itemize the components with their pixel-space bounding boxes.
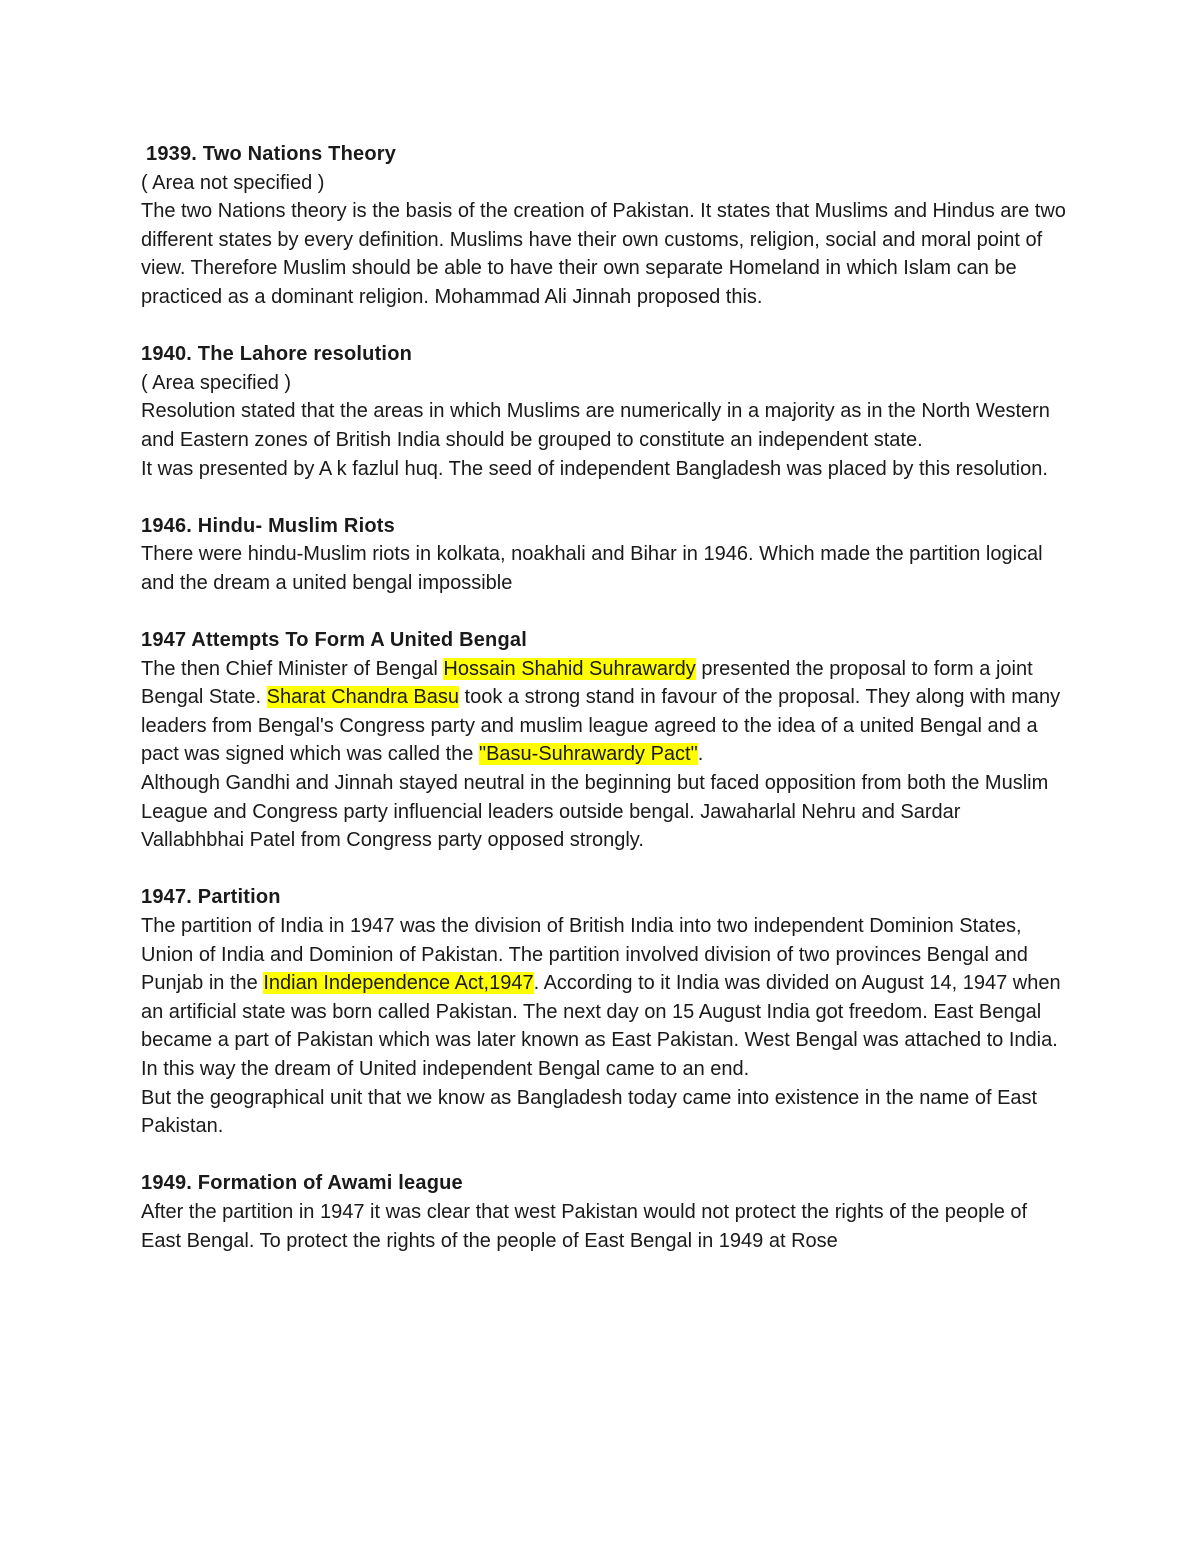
section-heading: 1949. Formation of Awami league <box>141 1172 463 1195</box>
section-paragraph: It was presented by A k fazlul huq. The seed of independent Bangladesh was placed by this resolution. <box>141 457 1048 480</box>
highlighted-text: Sharat Chandra Basu <box>266 686 459 709</box>
text-run: presented the proposal to form a joint Bengal State. <box>141 657 1033 709</box>
text-run: The then Chief Minister of Bengal <box>141 657 444 680</box>
area-note: ( Area specified ) <box>141 371 292 394</box>
section-two-nations-theory <box>141 140 1066 312</box>
section-paragraph: After the partition in 1947 it was clear that west Pakistan would not protect the rights of the people of East Bengal. To protect the rights of the people of East Bengal in 1949 at Rose <box>141 1200 1028 1252</box>
section-paragraph <box>141 655 1066 769</box>
text-run: took a strong stand in favour of the proposal. They along with many leaders from Bengal's Congress party and muslim league agreed to the idea of a united Bengal and a pact was signed which was called the <box>141 686 1061 766</box>
section-lahore-resolution <box>141 340 1066 483</box>
section-paragraph: But the geographical unit that we know as Bangladesh today came into existence in the name of East Pakistan. <box>141 1086 1038 1138</box>
section-heading: 1947 Attempts To Form A United Bengal <box>141 629 527 652</box>
section-paragraph: There were hindu-Muslim riots in kolkata, noakhali and Bihar in 1946. Which made the partition logical and the dream a united bengal impossible <box>141 543 1043 594</box>
section-united-bengal <box>141 626 1066 855</box>
text-run: The partition of India in 1947 was the division of British India into two independent Dominion States, Union of India and Dominion of Pakistan. The partition involved division of two provinces Bengal and Punjab in the <box>141 915 1028 995</box>
section-paragraph: The two Nations theory is the basis of the creation of Pakistan. It states that Muslims and Hindus are two different states by every definition. Muslims have their own customs, religion, social and moral point of view. Therefore Muslim should be able to have their own separate Homeland in which Islam can be practiced as a dominant religion. Mohammad Ali Jinnah proposed this. <box>141 200 1066 308</box>
highlighted-text: Hossain Shahid Suhrawardy <box>443 657 696 680</box>
section-heading: 1939. Two Nations Theory <box>146 143 397 165</box>
section-heading: 1946. Hindu- Muslim Riots <box>141 514 395 537</box>
area-note: ( Area not specified ) <box>141 171 325 194</box>
section-heading: 1940. The Lahore resolution <box>141 343 413 366</box>
text-run: . <box>697 743 704 766</box>
section-awami-league <box>141 1169 1066 1255</box>
highlighted-text: "Basu-Suhrawardy Pact" <box>478 743 698 766</box>
section-paragraph: Resolution stated that the areas in which Muslims are numerically in a majority as in the North Western and Eastern zones of British India should be grouped to constitute an independent state. <box>141 400 1050 451</box>
section-heading: 1947. Partition <box>141 886 281 909</box>
section-hindu-muslim-riots <box>141 512 1066 598</box>
section-paragraph: Although Gandhi and Jinnah stayed neutral in the beginning but faced opposition from both the Muslim League and Congress party influencial leaders outside bengal. Jawaharlal Nehru and Sardar Vallabhbhai Patel from Congress party opposed strongly. <box>141 772 1049 852</box>
document-page <box>141 140 1066 1284</box>
highlighted-text: Indian Independence Act,1947 <box>263 972 534 995</box>
text-run: . According to it India was divided on August 14, 1947 when an artificial state was born called Pakistan. The next day on 15 August India got freedom. East Bengal became a part of Pakistan which was later known as East Pakistan. West Bengal was attached to India. In this way the dream of United independent Bengal came to an end. <box>141 972 1061 1080</box>
section-paragraph <box>141 912 1066 1084</box>
section-partition <box>141 883 1066 1140</box>
